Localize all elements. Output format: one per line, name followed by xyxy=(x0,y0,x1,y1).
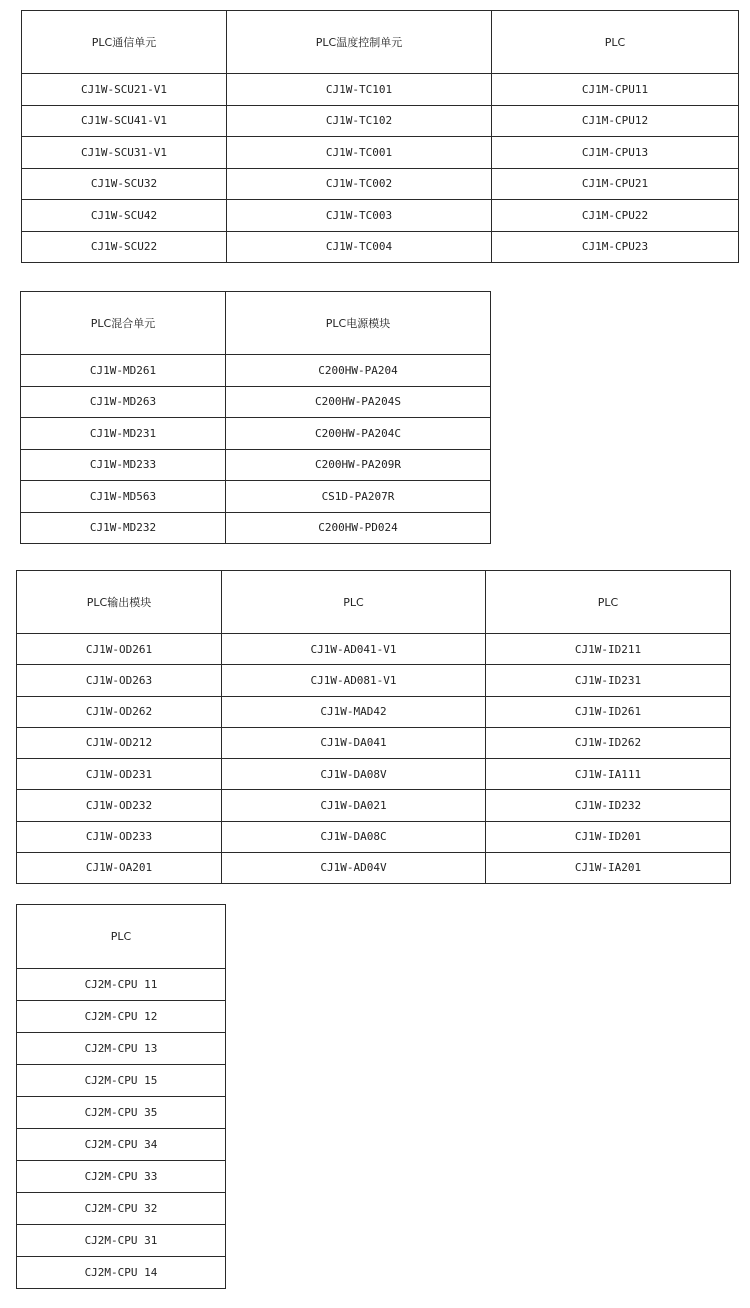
table-row xyxy=(22,231,739,263)
table-cell: CJ1M-CPU22 xyxy=(492,200,739,232)
table-row xyxy=(17,1193,226,1225)
table-cell: CJ1W-MD263 xyxy=(21,386,226,418)
table-cell: CJ1W-MD233 xyxy=(21,449,226,481)
table-cell: CJ2M-CPU 34 xyxy=(17,1129,226,1161)
table-cell: CJ1W-ID261 xyxy=(486,696,731,727)
table-cell: CJ1W-OD212 xyxy=(17,727,222,758)
table-header: PLC电源模块 xyxy=(226,292,491,355)
table-header: PLC温度控制单元 xyxy=(227,11,492,74)
table-cell: CJ1W-DA08C xyxy=(222,821,486,852)
table-cell: CJ1W-SCU21-V1 xyxy=(22,74,227,106)
table-cell: CJ1W-MD563 xyxy=(21,481,226,513)
table-row xyxy=(17,1257,226,1289)
table-cell: CJ1W-DA041 xyxy=(222,727,486,758)
table-cell: C200HW-PD024 xyxy=(226,512,491,544)
table-cell: CJ1W-TC002 xyxy=(227,168,492,200)
table-comm-temp-cpu xyxy=(21,10,739,263)
table-row xyxy=(17,696,731,727)
table-row xyxy=(17,1033,226,1065)
table-row xyxy=(17,727,731,758)
table-row xyxy=(17,1065,226,1097)
table-row xyxy=(17,1225,226,1257)
table-cell: CJ1W-OD232 xyxy=(17,790,222,821)
table-header: PLC输出模块 xyxy=(17,571,222,634)
table-cell: CJ2M-CPU 12 xyxy=(17,1001,226,1033)
table-cell: CJ2M-CPU 31 xyxy=(17,1225,226,1257)
table-cell: CJ1W-SCU41-V1 xyxy=(22,105,227,137)
table-cell: CJ1W-TC003 xyxy=(227,200,492,232)
table-cell: CJ1W-MAD42 xyxy=(222,696,486,727)
table-cell: CJ1W-OD233 xyxy=(17,821,222,852)
table-cell: CJ1W-ID211 xyxy=(486,634,731,665)
table-row xyxy=(17,1129,226,1161)
table-cell: CJ1W-MD261 xyxy=(21,355,226,387)
table-row xyxy=(17,1161,226,1193)
table-cell: CJ2M-CPU 11 xyxy=(17,969,226,1001)
table-cell: CJ1W-ID201 xyxy=(486,821,731,852)
table-cell: CJ2M-CPU 14 xyxy=(17,1257,226,1289)
table-header: PLC xyxy=(486,571,731,634)
table-header: PLC xyxy=(492,11,739,74)
table-mixed-power xyxy=(20,291,491,544)
table-row xyxy=(21,512,491,544)
table-row xyxy=(17,1001,226,1033)
table-row xyxy=(22,137,739,169)
table-cell: CS1D-PA207R xyxy=(226,481,491,513)
table-cell: CJ1W-OD262 xyxy=(17,696,222,727)
table-cell: CJ1W-DA08V xyxy=(222,759,486,790)
table-cj2m-cpu xyxy=(16,904,226,1289)
table-row xyxy=(17,969,226,1001)
table-row xyxy=(21,386,491,418)
table-row xyxy=(17,634,731,665)
table-row xyxy=(21,449,491,481)
table-cell: CJ1W-SCU32 xyxy=(22,168,227,200)
table-cell: C200HW-PA204S xyxy=(226,386,491,418)
table-row xyxy=(21,481,491,513)
table-output-analog-input xyxy=(16,570,731,884)
table-cell: CJ1W-ID231 xyxy=(486,665,731,696)
table-cell: C200HW-PA204C xyxy=(226,418,491,450)
table-cell: CJ1W-SCU22 xyxy=(22,231,227,263)
table-cell: CJ1W-MD231 xyxy=(21,418,226,450)
table-cell: CJ1W-AD04V xyxy=(222,852,486,883)
table-cell: CJ2M-CPU 13 xyxy=(17,1033,226,1065)
table-cell: CJ1W-OD261 xyxy=(17,634,222,665)
table-header: PLC xyxy=(222,571,486,634)
table-row xyxy=(22,105,739,137)
table-cell: CJ1W-TC001 xyxy=(227,137,492,169)
table-cell: CJ1M-CPU13 xyxy=(492,137,739,169)
table-cell: CJ1W-TC101 xyxy=(227,74,492,106)
table-header: PLC混合单元 xyxy=(21,292,226,355)
table-cell: CJ1W-DA021 xyxy=(222,790,486,821)
table-cell: CJ1W-SCU31-V1 xyxy=(22,137,227,169)
table-row xyxy=(21,418,491,450)
table-row xyxy=(22,74,739,106)
table-cell: C200HW-PA209R xyxy=(226,449,491,481)
table-cell: CJ1W-SCU42 xyxy=(22,200,227,232)
table-cell: CJ1W-MD232 xyxy=(21,512,226,544)
table-cell: CJ1M-CPU11 xyxy=(492,74,739,106)
table-row xyxy=(17,821,731,852)
table-cell: CJ2M-CPU 32 xyxy=(17,1193,226,1225)
table-row xyxy=(17,665,731,696)
table-row xyxy=(17,759,731,790)
table-row xyxy=(22,200,739,232)
table-cell: CJ1W-AD081-V1 xyxy=(222,665,486,696)
table-cell: CJ1W-AD041-V1 xyxy=(222,634,486,665)
table-row xyxy=(22,168,739,200)
table-cell: CJ1M-CPU12 xyxy=(492,105,739,137)
table-cell: CJ1M-CPU21 xyxy=(492,168,739,200)
table-cell: CJ1W-ID232 xyxy=(486,790,731,821)
table-cell: CJ1W-TC102 xyxy=(227,105,492,137)
table-row xyxy=(17,1097,226,1129)
table-row xyxy=(17,852,731,883)
table-header: PLC xyxy=(17,905,226,969)
table-cell: CJ1W-OD231 xyxy=(17,759,222,790)
table-cell: CJ1W-ID262 xyxy=(486,727,731,758)
table-cell: CJ1W-IA111 xyxy=(486,759,731,790)
table-header: PLC通信单元 xyxy=(22,11,227,74)
table-cell: CJ2M-CPU 15 xyxy=(17,1065,226,1097)
table-cell: CJ2M-CPU 33 xyxy=(17,1161,226,1193)
table-cell: CJ1W-OA201 xyxy=(17,852,222,883)
table-row xyxy=(21,355,491,387)
table-row xyxy=(17,790,731,821)
table-cell: CJ2M-CPU 35 xyxy=(17,1097,226,1129)
table-cell: C200HW-PA204 xyxy=(226,355,491,387)
table-cell: CJ1W-IA201 xyxy=(486,852,731,883)
table-cell: CJ1M-CPU23 xyxy=(492,231,739,263)
table-cell: CJ1W-TC004 xyxy=(227,231,492,263)
table-cell: CJ1W-OD263 xyxy=(17,665,222,696)
